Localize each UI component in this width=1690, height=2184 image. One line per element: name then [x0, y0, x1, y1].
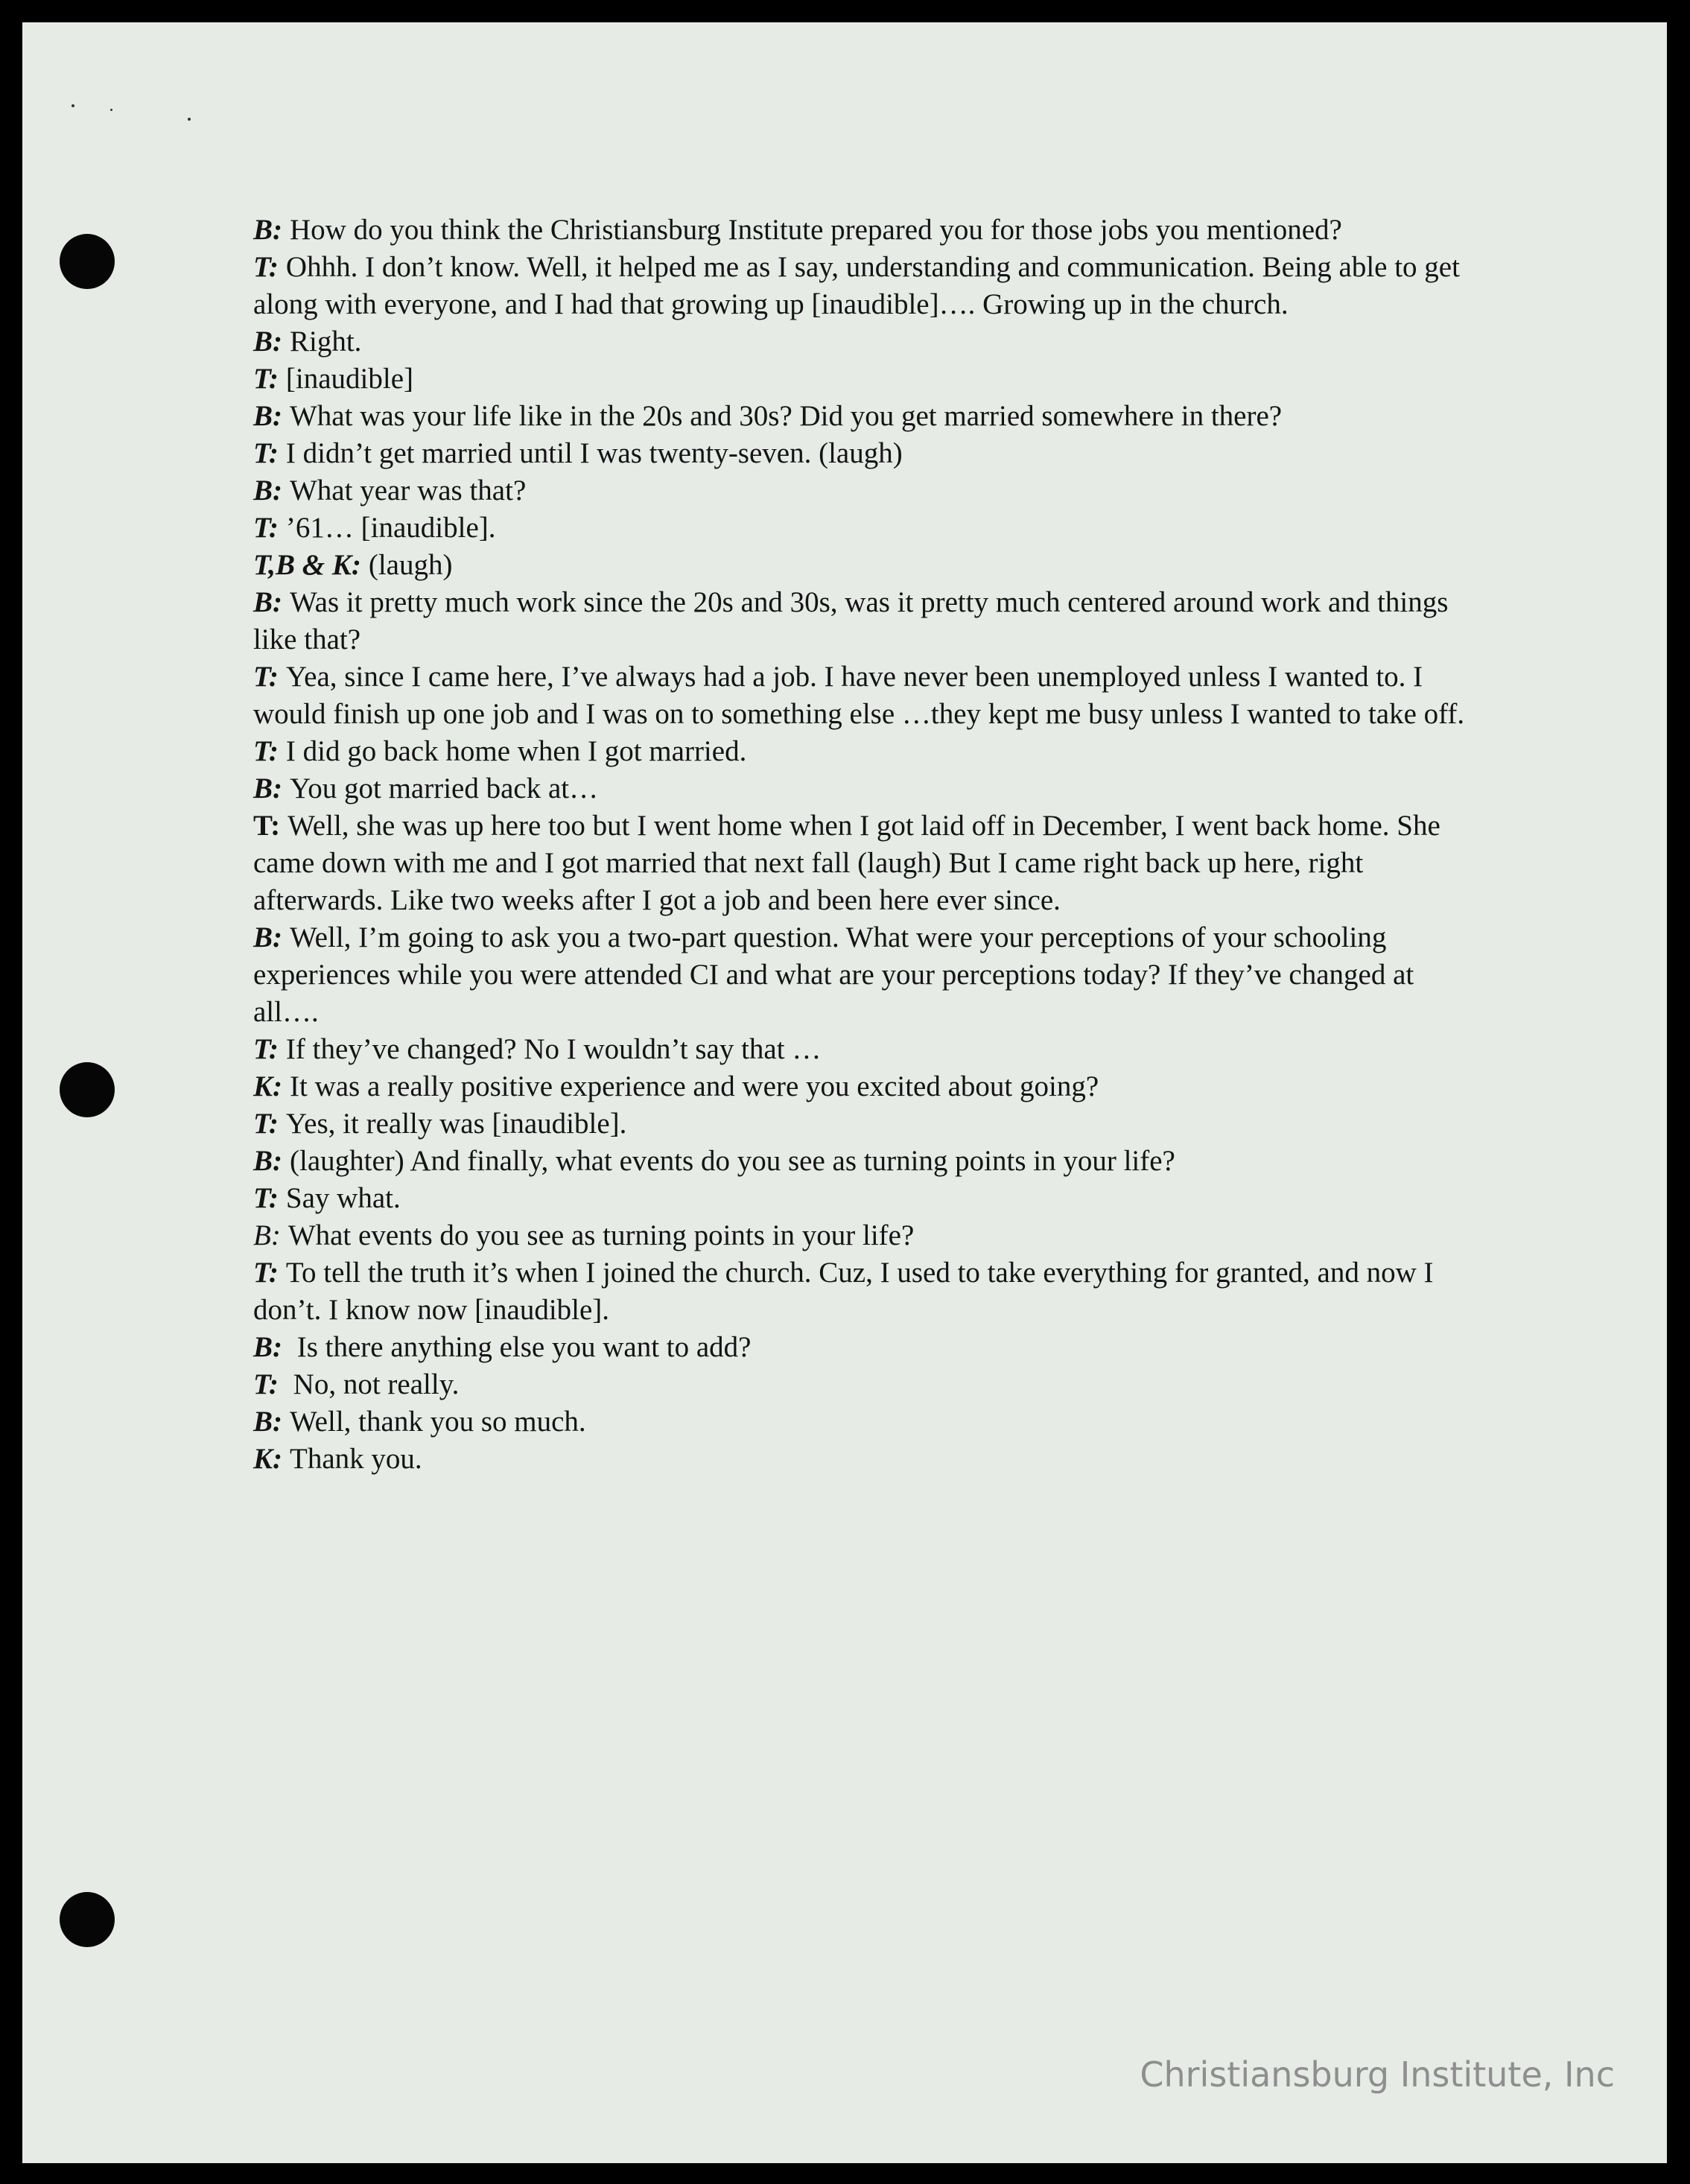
utterance-text: (laughter) And finally, what events do you see as turning points in your life?: [290, 1145, 1175, 1177]
transcript-line: [253, 510, 1475, 547]
utterance-text: To tell the truth it’s when I joined the church. Cuz, I used to take everything for granted, and now I don’t. I know now [inaudible].: [253, 1257, 1434, 1326]
transcript-line: [253, 1105, 1475, 1143]
transcript-line: [253, 212, 1475, 249]
speaker-label: T,B & K:: [253, 549, 361, 581]
speaker-label: T:: [253, 1368, 279, 1400]
utterance-text: Thank you.: [290, 1443, 422, 1475]
utterance-text: You got married back at…: [290, 772, 599, 804]
speaker-label: B:: [253, 1331, 282, 1363]
speaker-label: B:: [253, 921, 282, 953]
utterance-text: Well, thank you so much.: [290, 1406, 586, 1438]
transcript-line: [253, 361, 1475, 398]
transcript-line: [253, 919, 1475, 1031]
speaker-label: B:: [253, 400, 282, 432]
utterance-text: Well, I’m going to ask you a two-part question. What were your perceptions of your schooling experiences while you were attended CI and what are your perceptions today? If they’ve changed at all….: [253, 921, 1414, 1028]
transcript-line: [253, 1441, 1475, 1478]
speaker-label: B:: [253, 214, 282, 246]
transcript-line: [253, 584, 1475, 658]
utterance-text: Was it pretty much work since the 20s and 30s, was it pretty much centered around work and things like that?: [253, 586, 1449, 655]
speaker-label: T:: [253, 363, 279, 395]
speaker-label: T:: [253, 1033, 279, 1065]
speaker-label: T:: [253, 251, 279, 283]
binder-hole-middle: [60, 1062, 115, 1117]
speaker-label: K:: [253, 1070, 282, 1102]
utterance-text: (laugh): [368, 549, 453, 581]
speaker-label: B:: [253, 772, 282, 804]
transcript-line: [253, 1366, 1475, 1403]
utterance-text: Say what.: [285, 1182, 401, 1214]
utterance-text: ’61… [inaudible].: [285, 512, 496, 544]
utterance-text: No, not really.: [285, 1368, 460, 1400]
transcript-line: [253, 398, 1475, 435]
paper-speck: [188, 118, 191, 121]
speaker-label: T:: [253, 512, 279, 544]
transcript-line: [253, 1031, 1475, 1068]
transcript-line: [253, 807, 1475, 919]
paper-speck: [72, 104, 74, 107]
utterance-text: Well, she was up here too but I went home when I got laid off in December, I went back home. She came down with me and I got married that next fall (laugh) But I came right back up here, right afterwards. Like two weeks after I got a job and been here ever since.: [253, 810, 1440, 916]
transcript-line: [253, 435, 1475, 472]
speaker-label: T:: [253, 1108, 279, 1140]
transcript-line: [253, 1254, 1475, 1329]
utterance-text: What was your life like in the 20s and 30s? Did you get married somewhere in there?: [290, 400, 1283, 432]
transcript-line: [253, 770, 1475, 807]
transcript-line: [253, 1143, 1475, 1180]
speaker-label: T:: [253, 1182, 279, 1214]
transcript-line: [253, 1068, 1475, 1105]
utterance-text: I didn’t get married until I was twenty-seven. (laugh): [285, 437, 903, 469]
transcript-line: [253, 1180, 1475, 1217]
speaker-label: B:: [253, 1406, 282, 1438]
transcript-line: [253, 1217, 1475, 1254]
utterance-text: Is there anything else you want to add?: [290, 1331, 752, 1363]
speaker-label: B:: [253, 586, 282, 618]
speaker-label: T:: [253, 661, 279, 693]
transcript-line: [253, 1329, 1475, 1366]
utterance-text: Ohhh. I don’t know. Well, it helped me as I say, understanding and communication. Being able to get along with everyone, and I had that growing up [inaudible]…. Growing up in the church.: [253, 251, 1460, 320]
transcript-line: [253, 547, 1475, 584]
speaker-label: T:: [253, 735, 279, 767]
speaker-label: B:: [253, 326, 282, 358]
utterance-text: Yea, since I came here, I’ve always had a job. I have never been unemployed unless I wanted to. I would finish up one job and I was on to something else …they kept me busy unless I wanted to take off.: [253, 661, 1465, 730]
paper-speck: [110, 109, 112, 111]
transcript-line: [253, 249, 1475, 323]
utterance-text: I did go back home when I got married.: [285, 735, 747, 767]
utterance-text: How do you think the Christiansburg Institute prepared you for those jobs you mentioned?: [290, 214, 1342, 246]
transcript-line: [253, 472, 1475, 510]
binder-hole-top: [60, 234, 115, 289]
transcript-line: [253, 658, 1475, 733]
transcript-line: [253, 323, 1475, 361]
watermark: Christiansburg Institute, Inc: [1140, 2054, 1615, 2095]
binder-hole-bottom: [60, 1892, 115, 1947]
speaker-label: B:: [253, 474, 282, 507]
speaker-label: B:: [253, 1145, 282, 1177]
utterance-text: Right.: [290, 326, 362, 358]
transcript-body: [253, 212, 1475, 1478]
speaker-label: T:: [253, 810, 281, 842]
speaker-label: B:: [253, 1219, 281, 1251]
document-page: [22, 22, 1667, 2163]
utterance-text: What events do you see as turning points in your life?: [288, 1219, 915, 1251]
transcript-line: [253, 733, 1475, 770]
utterance-text: It was a really positive experience and were you excited about going?: [290, 1070, 1099, 1102]
utterance-text: [inaudible]: [285, 363, 414, 395]
speaker-label: K:: [253, 1443, 282, 1475]
utterance-text: If they’ve changed? No I wouldn’t say that …: [285, 1033, 822, 1065]
transcript-line: [253, 1403, 1475, 1441]
speaker-label: T:: [253, 1257, 279, 1289]
utterance-text: What year was that?: [290, 474, 527, 507]
speaker-label: T:: [253, 437, 279, 469]
utterance-text: Yes, it really was [inaudible].: [285, 1108, 627, 1140]
